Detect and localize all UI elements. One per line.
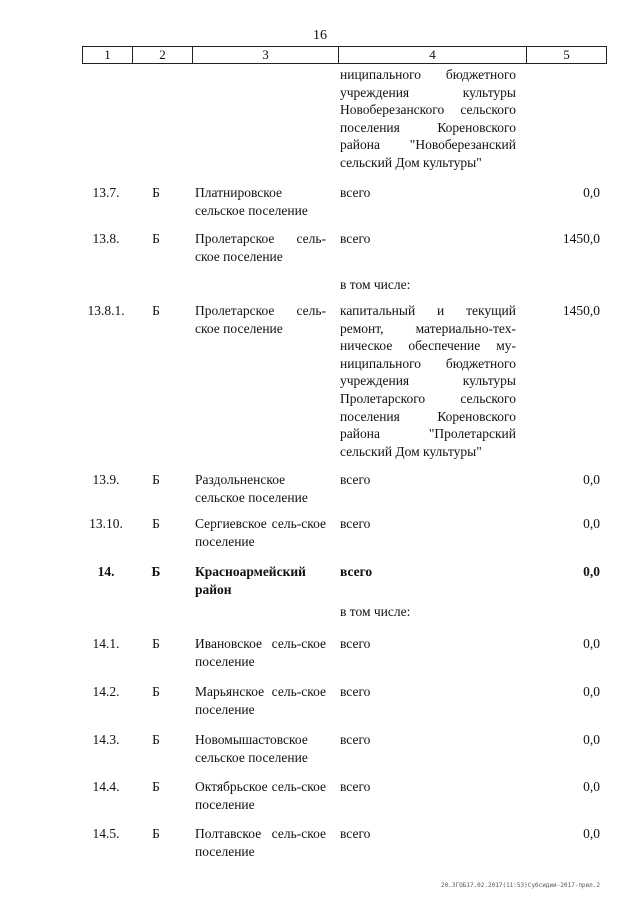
continuation-text: ниципального бюджетного учреждения культуры Новоберезанского сельского поселения Кореновского района "Новоберезанский сельский Дом культуры" bbox=[340, 67, 516, 170]
row-code: Б bbox=[152, 732, 160, 747]
row-desc: всего bbox=[340, 732, 371, 747]
row-desc: всего bbox=[340, 185, 371, 200]
row-value: 1450,0 bbox=[562, 231, 600, 246]
header-col-4: 4 bbox=[339, 47, 527, 63]
row-number: 14.5. bbox=[92, 826, 120, 841]
row-name: Полтавское сель-ское поселение bbox=[195, 826, 326, 859]
row-desc: капитальный и текущий ремонт, материально-тех-ническое обеспечение му-ниципального бюджетного учреждения культуры Пролетарского сельского поселения Кореновского района "Пролетарский сельский Дом культуры" bbox=[340, 303, 516, 459]
row-name: Раздольненское сельское поселение bbox=[195, 472, 308, 505]
row-value: 0,0 bbox=[583, 779, 600, 794]
row-desc: всего bbox=[340, 564, 373, 579]
subheading: в том числе: bbox=[340, 604, 411, 619]
row-desc: всего bbox=[340, 636, 371, 651]
row-desc: всего bbox=[340, 472, 371, 487]
header-col-1: 1 bbox=[83, 47, 133, 63]
row-name: Марьянское сель-ское поселение bbox=[195, 684, 326, 717]
row-code: Б bbox=[152, 779, 160, 794]
row-value: 0,0 bbox=[583, 636, 600, 651]
row-number: 13.7. bbox=[92, 185, 120, 200]
row-desc: всего bbox=[340, 684, 371, 699]
row-number: 14.1. bbox=[92, 636, 120, 651]
row-value: 0,0 bbox=[583, 564, 600, 579]
row-name: Новомышастовское сельское поселение bbox=[195, 732, 308, 765]
row-number: 13.10. bbox=[89, 516, 123, 531]
row-number: 14. bbox=[97, 564, 115, 579]
row-value: 0,0 bbox=[583, 684, 600, 699]
row-code: Б bbox=[152, 185, 160, 200]
row-name: Платнировское сельское поселение bbox=[195, 185, 308, 218]
row-code: Б bbox=[151, 564, 161, 579]
row-code: Б bbox=[152, 826, 160, 841]
row-value: 0,0 bbox=[583, 732, 600, 747]
row-value: 0,0 bbox=[583, 472, 600, 487]
table-header bbox=[82, 46, 607, 64]
row-name: Красноармейский район bbox=[195, 564, 306, 597]
row-desc: всего bbox=[340, 516, 371, 531]
subheading: в том числе: bbox=[340, 277, 411, 292]
row-number: 14.4. bbox=[92, 779, 120, 794]
row-name: Октябрьское сель-ское поселение bbox=[195, 779, 326, 812]
row-value: 0,0 bbox=[583, 826, 600, 841]
row-number: 13.9. bbox=[92, 472, 120, 487]
row-number: 14.3. bbox=[92, 732, 120, 747]
row-value: 1450,0 bbox=[562, 303, 600, 318]
footer-stamp: 20.3ГОБ17.02.2017(11:53)Субсидии-2017-прил.2 bbox=[441, 882, 600, 889]
row-name: Ивановское сель-ское поселение bbox=[195, 636, 326, 669]
header-col-3: 3 bbox=[193, 47, 339, 63]
row-value: 0,0 bbox=[583, 185, 600, 200]
row-code: Б bbox=[152, 303, 160, 318]
row-number: 13.8. bbox=[92, 231, 120, 246]
row-name: Пролетарское сель-ское поселение bbox=[195, 231, 326, 264]
page-number: 16 bbox=[313, 28, 327, 43]
row-number: 13.8.1. bbox=[87, 303, 125, 318]
row-number: 14.2. bbox=[92, 684, 120, 699]
row-desc: всего bbox=[340, 231, 371, 246]
row-code: Б bbox=[152, 636, 160, 651]
row-code: Б bbox=[152, 516, 160, 531]
header-col-5: 5 bbox=[563, 47, 570, 62]
row-desc: всего bbox=[340, 826, 371, 841]
row-name: Сергиевское сель-ское поселение bbox=[195, 516, 326, 549]
row-code: Б bbox=[152, 231, 160, 246]
row-code: Б bbox=[152, 472, 160, 487]
header-col-2: 2 bbox=[133, 47, 193, 63]
row-desc: всего bbox=[340, 779, 371, 794]
row-code: Б bbox=[152, 684, 160, 699]
row-name: Пролетарское сель-ское поселение bbox=[195, 303, 326, 336]
row-value: 0,0 bbox=[583, 516, 600, 531]
